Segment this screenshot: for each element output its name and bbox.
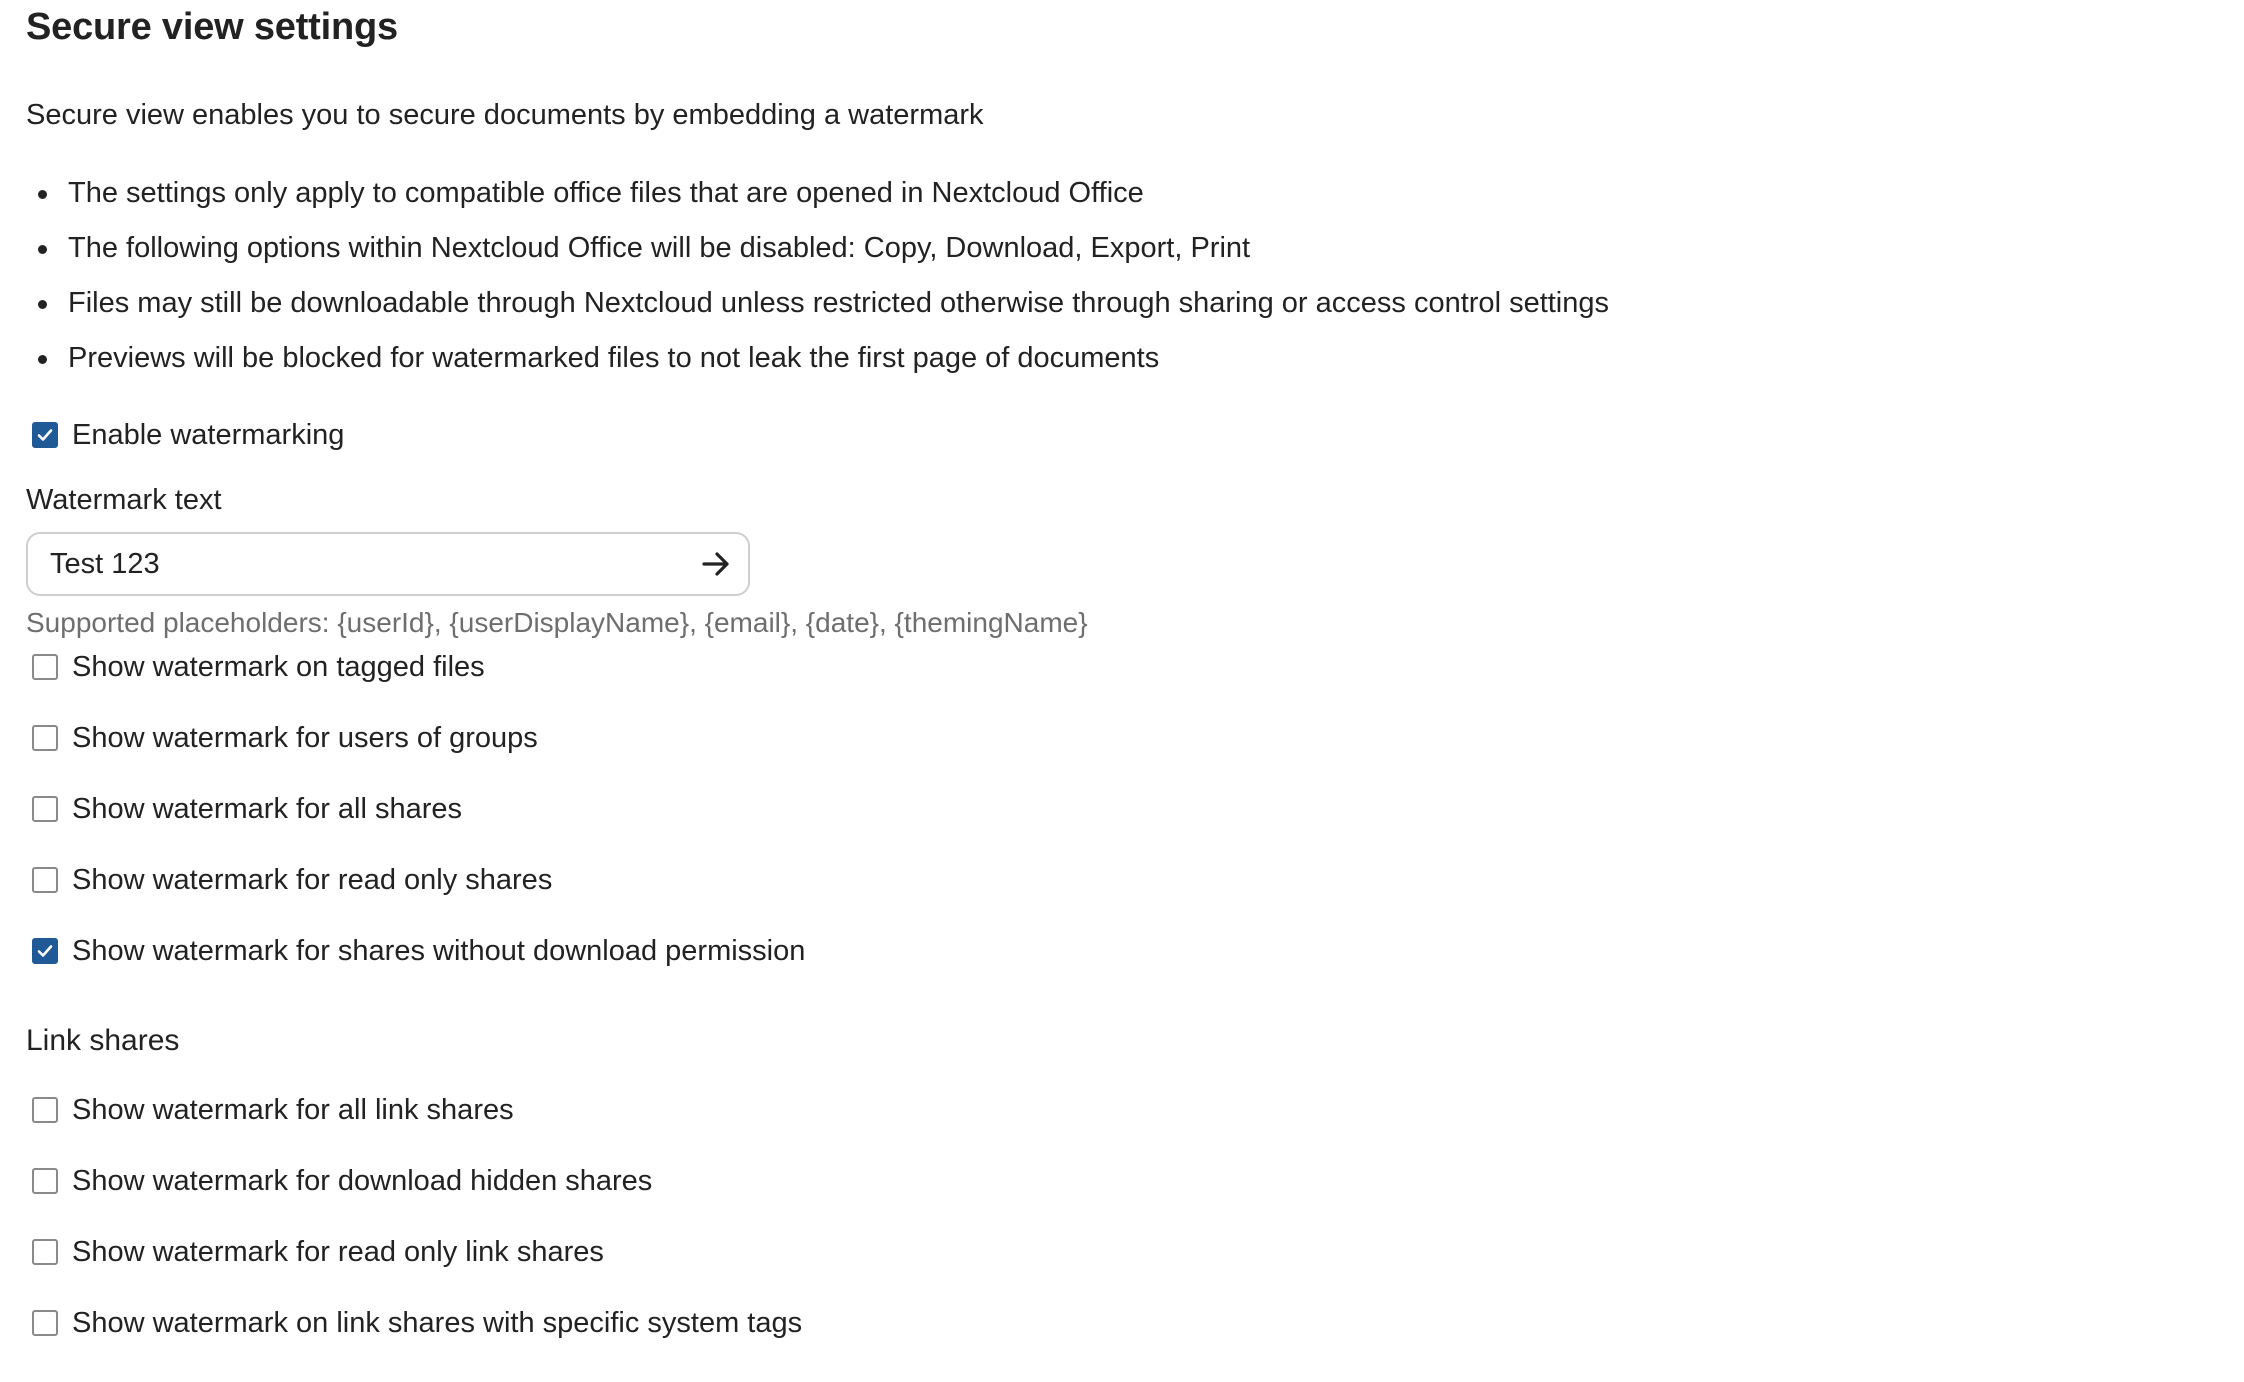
section-description: Secure view enables you to secure documents by embedding a watermark bbox=[26, 99, 984, 131]
list-item: The settings only apply to compatible office files that are opened in Nextcloud Office bbox=[26, 173, 1609, 228]
link-option-system-tags-checkbox[interactable] bbox=[32, 1310, 58, 1336]
option-label: Show watermark for users of groups bbox=[72, 721, 538, 754]
notes-list bbox=[26, 173, 1609, 393]
option-all-shares-checkbox[interactable] bbox=[32, 796, 58, 822]
watermark-text-input[interactable] bbox=[50, 542, 650, 586]
link-option-all-link-shares-checkbox[interactable] bbox=[32, 1097, 58, 1123]
link-option-system-tags-row[interactable] bbox=[32, 1303, 802, 1343]
option-label: Show watermark for read only link shares bbox=[72, 1235, 604, 1268]
option-label: Show watermark for read only shares bbox=[72, 863, 553, 896]
option-label: Show watermark for shares without download permission bbox=[72, 934, 806, 967]
option-all-shares-row[interactable] bbox=[32, 789, 462, 829]
page-title: Secure view settings bbox=[26, 6, 398, 48]
option-no-download-permission-checkbox[interactable] bbox=[32, 938, 58, 964]
list-item: Files may still be downloadable through Nextcloud unless restricted otherwise through sharing or access control settings bbox=[26, 283, 1609, 338]
option-read-only-shares-checkbox[interactable] bbox=[32, 867, 58, 893]
link-option-read-only-link-shares-checkbox[interactable] bbox=[32, 1239, 58, 1265]
enable-watermarking-checkbox[interactable] bbox=[32, 422, 58, 448]
option-label: Show watermark for download hidden shares bbox=[72, 1164, 653, 1197]
watermark-submit-button[interactable] bbox=[692, 540, 740, 588]
option-no-download-permission-row[interactable] bbox=[32, 931, 805, 971]
option-label: Show watermark on link shares with specific system tags bbox=[72, 1306, 803, 1339]
watermark-text-field[interactable] bbox=[26, 532, 750, 596]
placeholders-hint: Supported placeholders: {userId}, {userDisplayName}, {email}, {date}, {themingName} bbox=[26, 607, 1088, 638]
watermark-text-label: Watermark text bbox=[26, 484, 222, 516]
list-item: Previews will be blocked for watermarked files to not leak the first page of documents bbox=[26, 338, 1609, 393]
arrow-right-icon bbox=[700, 548, 732, 580]
checkmark-icon bbox=[37, 943, 53, 959]
checkmark-icon bbox=[37, 427, 53, 443]
option-tagged-files-row[interactable] bbox=[32, 647, 485, 687]
list-item: The following options within Nextcloud Office will be disabled: Copy, Download, Export, Print bbox=[26, 228, 1609, 283]
link-shares-heading: Link shares bbox=[26, 1024, 180, 1057]
option-label: Show watermark for all shares bbox=[72, 792, 463, 825]
option-label: Show watermark for all link shares bbox=[72, 1093, 514, 1126]
option-users-of-groups-checkbox[interactable] bbox=[32, 725, 58, 751]
enable-watermarking-label: Enable watermarking bbox=[72, 418, 345, 451]
enable-watermarking-checkbox-row[interactable] bbox=[32, 415, 344, 455]
option-tagged-files-checkbox[interactable] bbox=[32, 654, 58, 680]
link-option-download-hidden-checkbox[interactable] bbox=[32, 1168, 58, 1194]
link-option-download-hidden-row[interactable] bbox=[32, 1161, 652, 1201]
option-users-of-groups-row[interactable] bbox=[32, 718, 538, 758]
link-option-all-link-shares-row[interactable] bbox=[32, 1090, 514, 1130]
link-option-read-only-link-shares-row[interactable] bbox=[32, 1232, 604, 1272]
option-label: Show watermark on tagged files bbox=[72, 650, 485, 683]
option-read-only-shares-row[interactable] bbox=[32, 860, 552, 900]
